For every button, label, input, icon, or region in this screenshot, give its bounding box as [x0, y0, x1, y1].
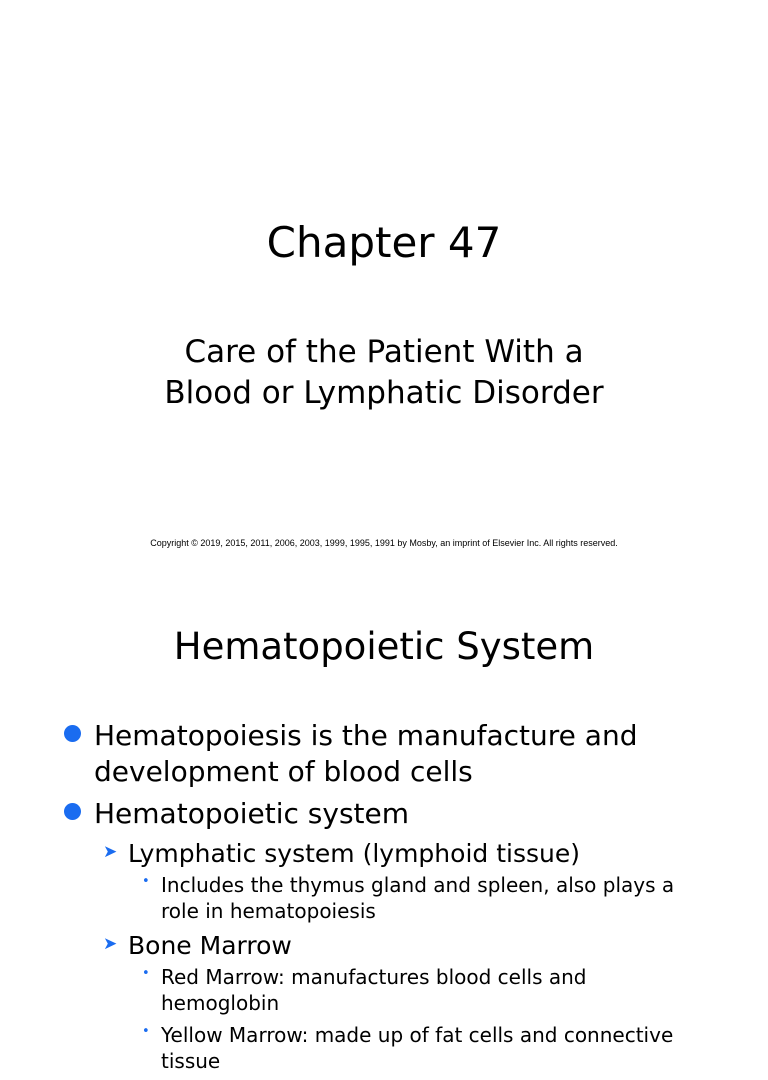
arrow-bullet-icon: ➤ [103, 842, 118, 862]
sub-bullet-text: Lymphatic system (lymphoid tissue) [128, 839, 580, 868]
sub-sub-bullet-item [0, 1022, 768, 1074]
content-slide [0, 576, 768, 1073]
chapter-title: Chapter 47 [266, 218, 502, 267]
slide-title: Hematopoietic System [173, 625, 595, 668]
small-dot-bullet-icon: • [142, 874, 150, 889]
arrow-bullet-icon: ➤ [103, 934, 118, 954]
sub-bullet-item [0, 930, 768, 962]
subtitle-line-2: Blood or Lymphatic Disorder [164, 375, 604, 411]
bullet-item [0, 796, 768, 832]
sub-sub-bullet-text: Includes the thymus gland and spleen, also plays a role in hematopoiesis [161, 873, 675, 923]
bullet-list [0, 718, 768, 1080]
small-dot-bullet-icon: • [142, 1024, 150, 1039]
bullet-dot-icon [64, 725, 81, 742]
chapter-subtitle [0, 332, 768, 414]
bullet-item [0, 718, 768, 790]
sub-sub-bullet-text: Yellow Marrow: made up of fat cells and connective tissue [161, 1023, 674, 1073]
sub-bullet-item [0, 838, 768, 870]
bullet-text: Hematopoietic system [94, 797, 410, 830]
sub-sub-bullet-item [0, 872, 768, 924]
bullet-dot-icon [64, 803, 81, 820]
sub-bullet-text: Bone Marrow [128, 931, 292, 960]
subtitle-line-1: Care of the Patient With a [184, 334, 584, 370]
small-dot-bullet-icon: • [142, 966, 150, 981]
bullet-text: Hematopoiesis is the manufacture and development of blood cells [94, 719, 638, 788]
copyright-notice: Copyright © 2019, 2015, 2011, 2006, 2003, 1999, 1995, 1991 by Mosby, an imprint of Elsevier Inc. All rights reserved. [150, 538, 618, 548]
sub-sub-bullet-text: Red Marrow: manufactures blood cells and hemoglobin [161, 965, 587, 1015]
sub-sub-bullet-item [0, 964, 768, 1016]
